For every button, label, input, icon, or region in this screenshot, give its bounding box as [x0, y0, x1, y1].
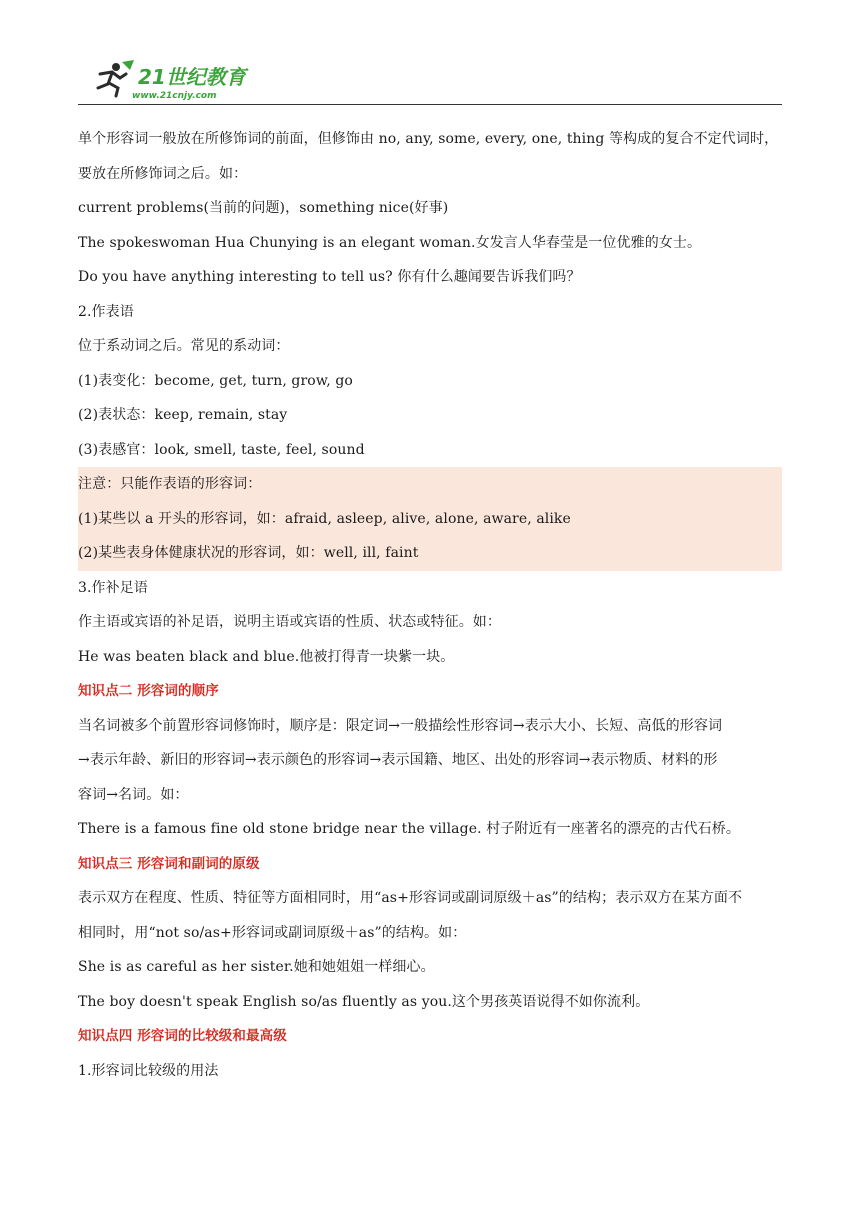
list-item: (1)表变化：become, get, turn, grow, go	[78, 372, 353, 389]
example-line: The boy doesn't speak English so/as fluently as you.这个男孩英语说得不如你流利。	[78, 993, 650, 1010]
knowledge-point-heading: 知识点二 形容词的顺序	[78, 683, 219, 699]
section-title: 2.作表语	[78, 303, 134, 320]
note-item: (2)某些表身体健康状况的形容词，如：well, ill, faint	[78, 545, 419, 561]
note-item: (1)某些以 a 开头的形容词，如：afraid, asleep, alive, alone, aware, alike	[78, 510, 571, 527]
logo-url: www.21cnjy.com	[132, 91, 217, 101]
example-line: current problems(当前的问题)，something nice(好事)	[78, 200, 449, 216]
example-line: There is a famous fine old stone bridge near the village. 村子附近有一座著名的漂亮的古代石桥。	[78, 821, 740, 837]
paragraph-line: →表示年龄、新旧的形容词→表示颜色的形容词→表示国籍、地区、出处的形容词→表示物质、材料的形	[78, 752, 718, 768]
knowledge-point-heading: 知识点四 形容词的比较级和最高级	[78, 1028, 287, 1044]
paragraph-line: 位于系动词之后。常见的系动词：	[78, 338, 290, 354]
list-item: (2)表状态：keep, remain, stay	[78, 407, 288, 423]
paragraph-line: 当名词被多个前置形容词修饰时，顺序是：限定词→一般描绘性形容词→表示大小、长短、高低的形容词	[78, 717, 723, 734]
document-body	[78, 122, 782, 1088]
example-line: He was beaten black and blue.他被打得青一块紫一块。	[78, 648, 455, 665]
example-line: Do you have anything interesting to tell us? 你有什么趣闻要告诉我们吗？	[78, 269, 581, 285]
logo-wordmark: 21世纪教育	[138, 65, 246, 89]
paragraph-line: 表示双方在程度、性质、特征等方面相同时，用“as+形容词或副词原级＋as”的结构；表示双方在某方面不	[78, 890, 743, 906]
knowledge-point-heading: 知识点三 形容词和副词的原级	[78, 855, 260, 872]
example-line: The spokeswoman Hua Chunying is an elegant woman.女发言人华春莹是一位优雅的女士。	[78, 234, 702, 251]
note-title: 注意：只能作表语的形容词：	[78, 476, 262, 492]
example-line: She is as careful as her sister.她和她姐姐一样细心。	[78, 959, 435, 975]
note-box	[78, 467, 782, 571]
list-item: (3)表感官：look, smell, taste, feel, sound	[78, 441, 365, 458]
paragraph-line: 要放在所修饰词之后。如：	[78, 165, 248, 182]
section-title: 1.形容词比较级的用法	[78, 1062, 219, 1079]
section-title: 3.作补足语	[78, 579, 148, 596]
page-header	[78, 56, 782, 105]
paragraph-line: 容词→名词。如：	[78, 786, 189, 803]
paragraph-line: 单个形容词一般放在所修饰词的前面，但修饰由 no, any, some, every, one, thing 等构成的复合不定代词时，	[78, 131, 779, 147]
logo	[82, 58, 262, 102]
paragraph-line: 相同时，用“not so/as+形容词或副词原级＋as”的结构。如：	[78, 924, 467, 941]
paragraph-line: 作主语或宾语的补足语，说明主语或宾语的性质、状态或特征。如：	[78, 614, 501, 630]
